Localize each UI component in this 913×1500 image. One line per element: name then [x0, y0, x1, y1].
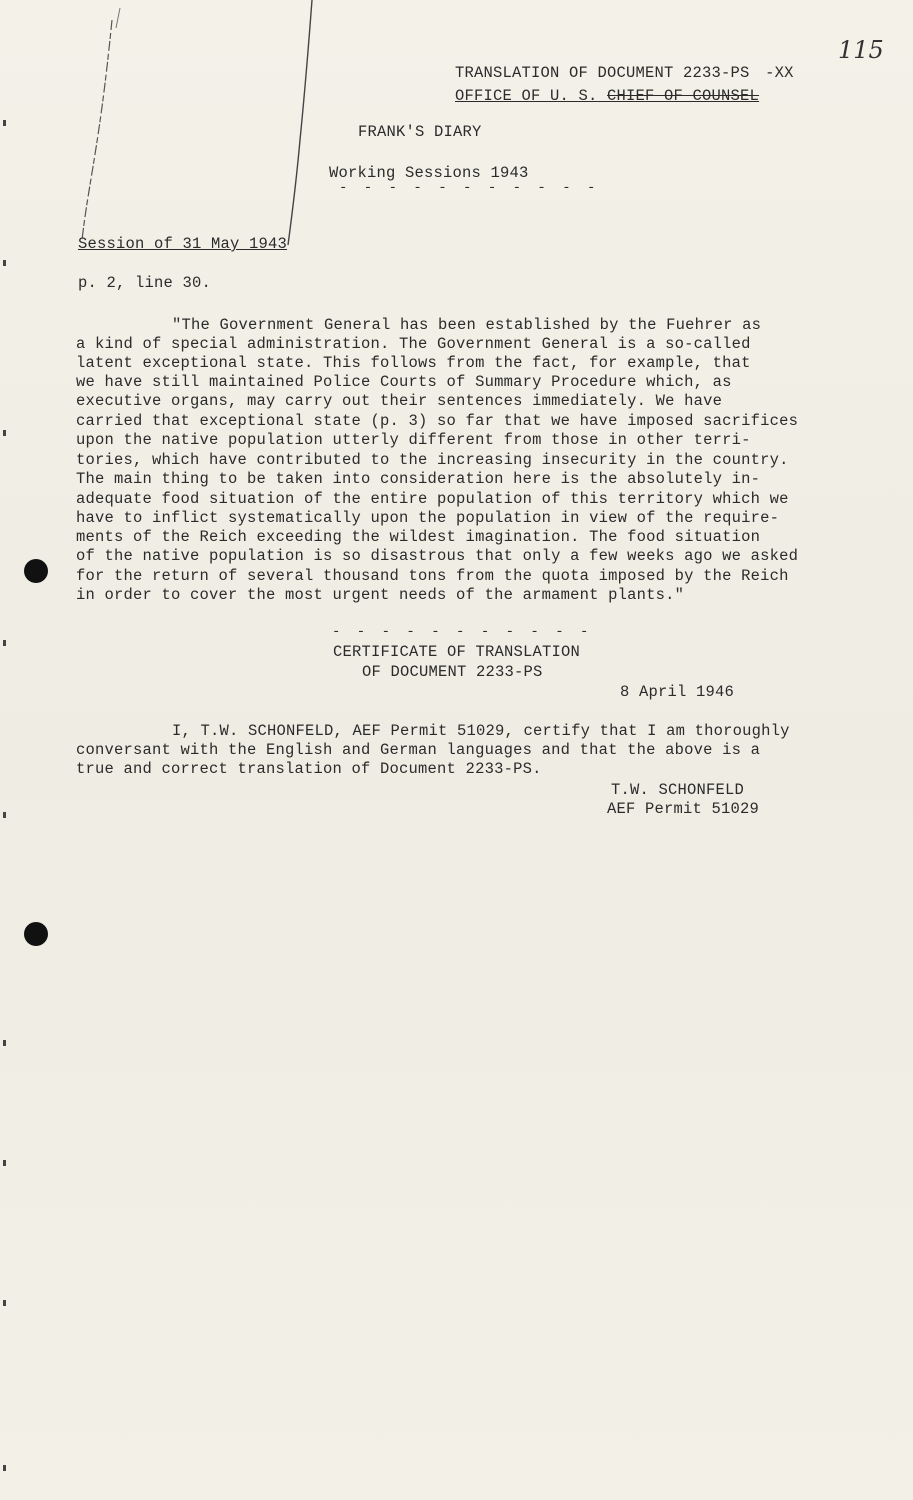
header-line2: [455, 87, 759, 105]
quote-line: ments of the Reich exceeding the wildest imagination. The food situation: [76, 528, 761, 546]
quote-line: The main thing to be taken into consideration here is the absolutely in-: [76, 470, 761, 488]
rule-divider: - - - - - - - - - - -: [339, 180, 600, 196]
edge-mark: [3, 640, 6, 646]
certificate-title: CERTIFICATE OF TRANSLATION: [333, 643, 581, 661]
quote-line: of the native population is so disastrous that only a few weeks ago we asked: [76, 547, 799, 565]
quote-line: executive organs, may carry out their sentences immediately. We have: [76, 392, 723, 410]
header-office-struck: CHIEF OF COUNSEL: [607, 87, 760, 105]
edge-mark: [3, 1160, 6, 1166]
header-line1: [455, 64, 794, 82]
quote-line: we have still maintained Police Courts of Summary Procedure which, as: [76, 373, 732, 391]
quote-line: tories, which have contributed to the increasing insecurity in the country.: [76, 451, 789, 469]
page-reference: p. 2, line 30.: [78, 274, 212, 292]
edge-mark: [3, 1465, 6, 1471]
edge-mark: [3, 1300, 6, 1306]
handwritten-page-number: 115: [838, 36, 884, 64]
quote-line: a kind of special administration. The Government General is a so-called: [76, 335, 751, 353]
quote-line: have to inflict systematically upon the population in view of the require-: [76, 509, 780, 527]
certificate-line: conversant with the English and German languages and that the above is a: [76, 741, 761, 759]
certificate-line: true and correct translation of Document 2233-PS.: [76, 760, 542, 778]
quote-line: latent exceptional state. This follows from the fact, for example, that: [76, 354, 751, 372]
edge-mark: [3, 120, 6, 126]
header-office-label: OFFICE OF U. S.: [455, 87, 608, 105]
signer-permit: AEF Permit 51029: [607, 800, 760, 818]
quote-line: for the return of several thousand tons from the quota imposed by the Reich: [76, 567, 789, 585]
edge-mark: [3, 812, 6, 818]
certificate-subtitle: OF DOCUMENT 2233-PS: [362, 663, 543, 681]
edge-mark: [3, 1040, 6, 1046]
signer-name: T.W. SCHONFELD: [611, 781, 745, 799]
header-mark: -XX: [765, 64, 794, 82]
document-title: FRANK'S DIARY: [358, 123, 482, 141]
certificate-line: I, T.W. SCHONFELD, AEF Permit 51029, certify that I am thoroughly: [172, 722, 790, 740]
punch-hole: [24, 559, 48, 583]
edge-mark: [3, 260, 6, 266]
quote-line: carried that exceptional state (p. 3) so far that we have imposed sacrifices: [76, 412, 799, 430]
header-doc-label: TRANSLATION OF DOCUMENT 2233-PS: [455, 64, 750, 82]
document-subtitle: Working Sessions 1943: [329, 164, 529, 182]
rule-divider: - - - - - - - - - - -: [332, 624, 593, 640]
quote-line: "The Government General has been established by the Fuehrer as: [172, 316, 762, 334]
certificate-date: 8 April 1946: [620, 683, 735, 701]
quote-line: adequate food situation of the entire population of this territory which we: [76, 490, 789, 508]
punch-hole: [24, 922, 48, 946]
session-heading: Session of 31 May 1943: [78, 235, 288, 253]
quote-line: upon the native population utterly different from those in other terri-: [76, 431, 751, 449]
quote-line: in order to cover the most urgent needs of the armament plants.": [76, 586, 685, 604]
edge-mark: [3, 430, 6, 436]
